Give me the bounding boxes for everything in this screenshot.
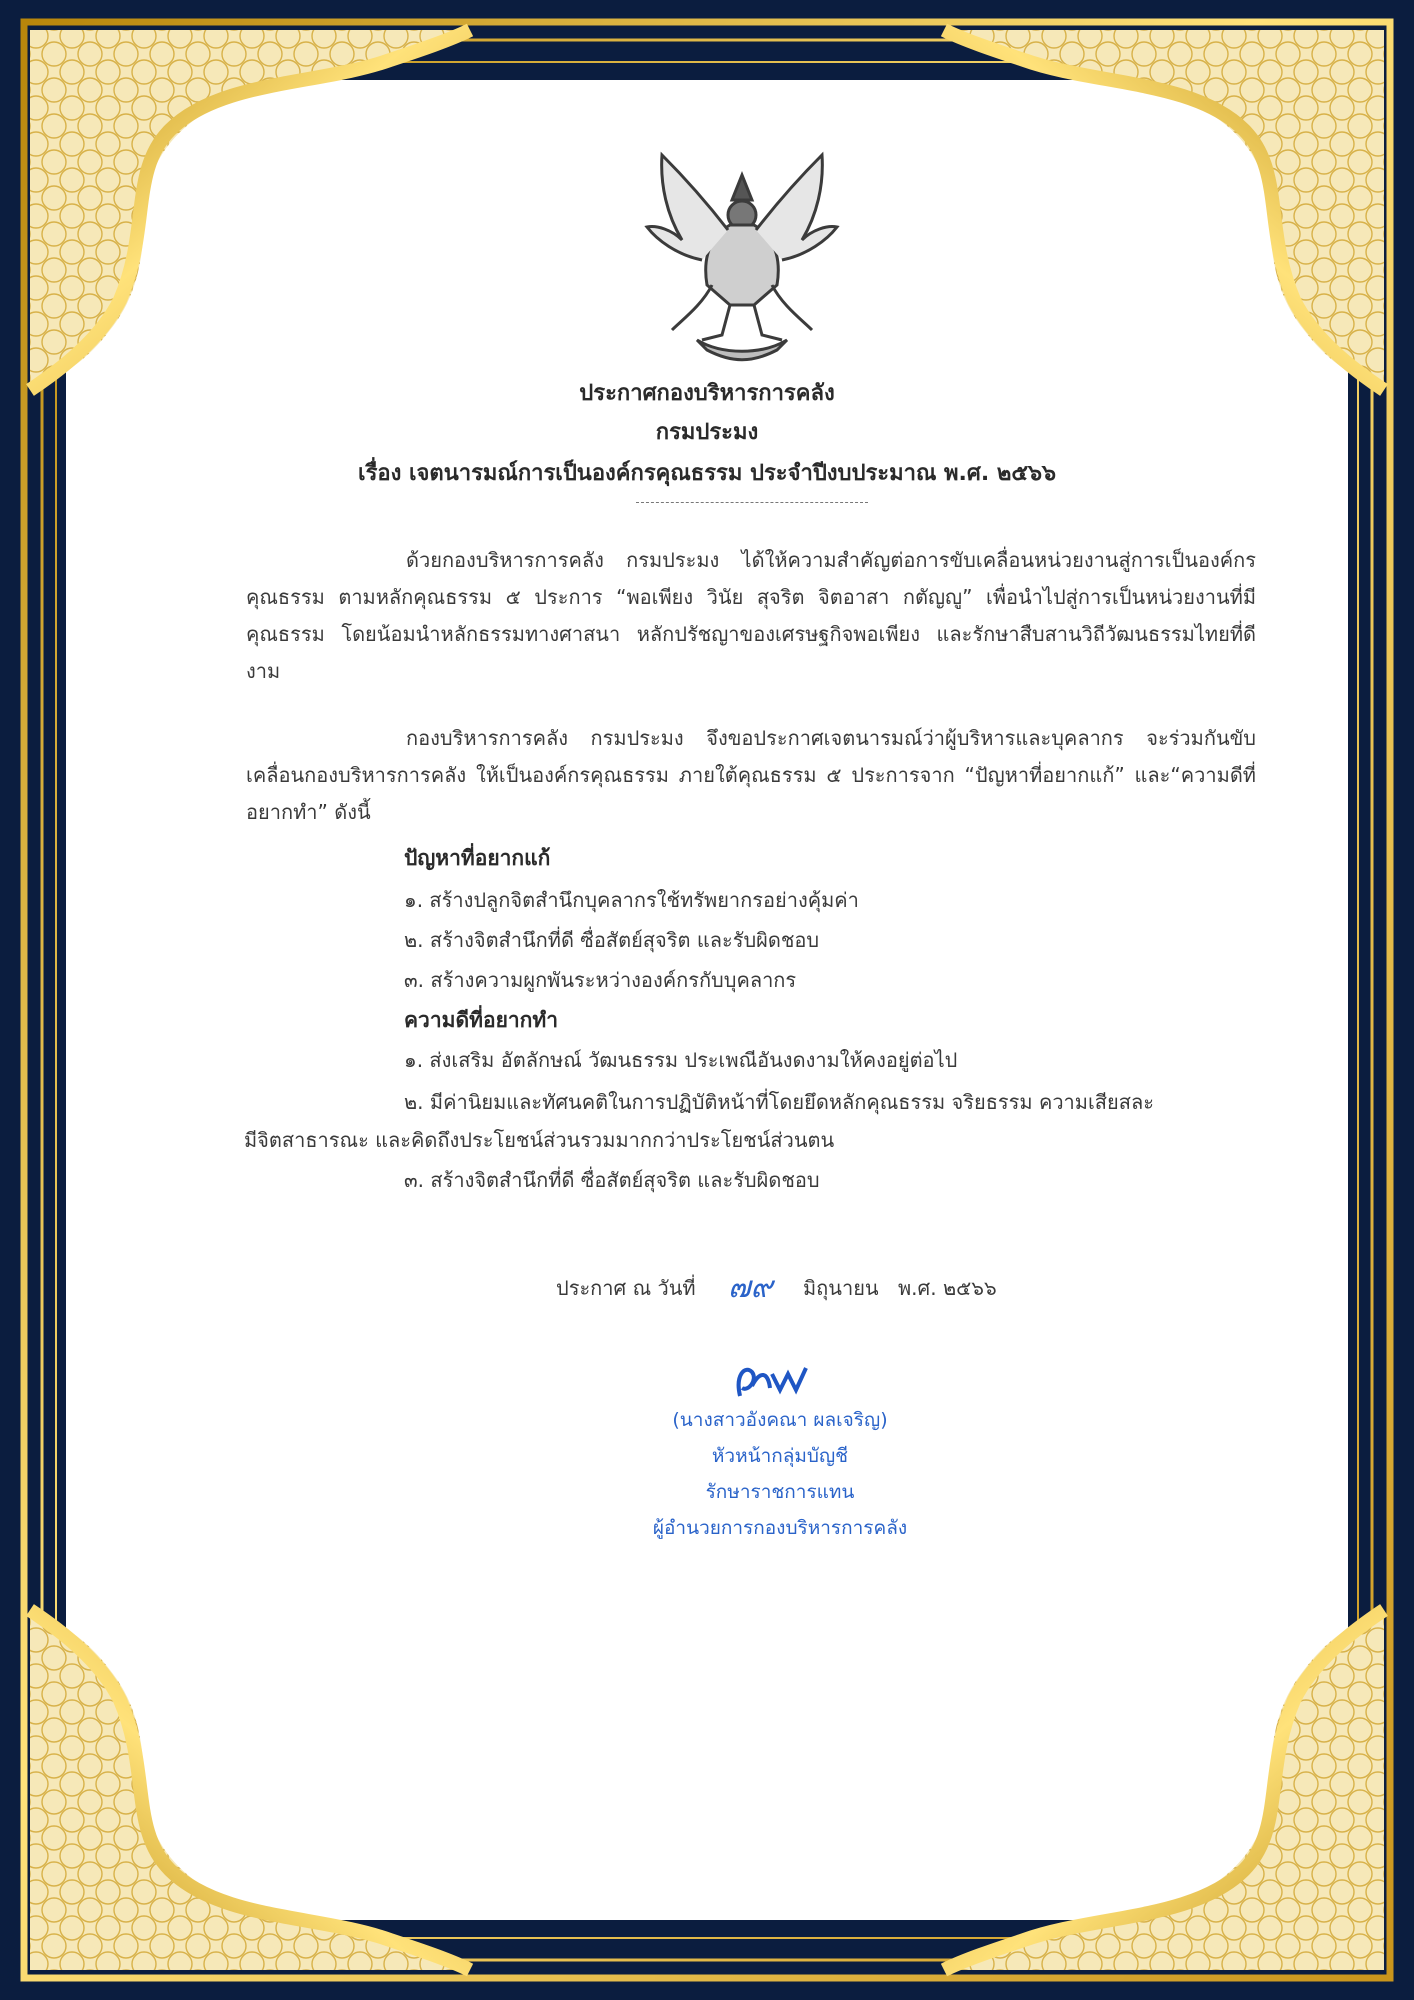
goods-title: ความดีที่อยากทำ (404, 1008, 559, 1032)
divider (636, 502, 868, 503)
good-item: ๓. สร้างจิตสำนึกที่ดี ซื่อสัตย์สุจริต และรับผิดชอบ (404, 1168, 820, 1192)
problems-title: ปัญหาที่อยากแก้ (404, 846, 551, 870)
department-heading: กรมประมง (655, 420, 759, 445)
good-item-continuation: มีจิตสาธารณะ และคิดถึงประโยชน์ส่วนรวมมากกว่าประโยชน์ส่วนตน (244, 1128, 835, 1152)
good-item: ๑. ส่งเสริม อัตลักษณ์ วัฒนธรรม ประเพณีอันงดงามให้คงอยู่ต่อไป (404, 1048, 958, 1072)
signature-block (600, 1400, 960, 1546)
good-item: ๒. มีค่านิยมและทัศนคติในการปฏิบัติหน้าที่โดยยึดหลักคุณธรรม จริยธรรม ความเสียสละ (404, 1090, 1154, 1114)
problem-item: ๒. สร้างจิตสำนึกที่ดี ซื่อสัตย์สุจริต และรับผิดชอบ (404, 928, 820, 952)
signatory-name: (นางสาวอังคณา ผลเจริญ) (672, 1409, 888, 1431)
signatory-position: หัวหน้ากลุ่มบัญชี (711, 1445, 849, 1467)
subject-heading: เรื่อง เจตนารมณ์การเป็นองค์กรคุณธรรม ประจำปีงบประมาณ พ.ศ. ๒๕๖๖ (358, 461, 1056, 486)
problem-item: ๓. สร้างความผูกพันระหว่างองค์กรกับบุคลากร (404, 968, 797, 992)
handwritten-day: ๗๙ (728, 1270, 773, 1305)
problem-item: ๑. สร้างปลูกจิตสำนึกบุคลากรใช้ทรัพยากรอย่างคุ้มค่า (404, 888, 859, 912)
paragraph-declaration: กองบริหารการคลัง กรมประมง จึงขอประกาศเจตนารมณ์ว่าผู้บริหารและบุคลากร จะร่วมกันขับเคลื่อนกองบริหารการคลัง ให้เป็นองค์กรคุณธรรม ภายใต้คุณธรรม ๕ ประการจาก “ปัญหาที่อยากแก้” และ“ความดีที่อยากทำ” ดังนี้ (246, 726, 1256, 824)
paragraph-intro: ด้วยกองบริหารการคลัง กรมประมง ได้ให้ความสำคัญต่อการขับเคลื่อนหน่วยงานสู่การเป็นองค์กรคุณธรรม ตามหลักคุณธรรม ๕ ประการ “พอเพียง วินัย สุจริต จิตอาสา กตัญญู” เพื่อนำไปสู่การเป็นหน่วยงานที่มีคุณธรรม โดยน้อมนำหลักธรรมทางศาสนา หลักปรัชญาของเศรษฐกิจพอเพียง และรักษาสืบสานวิถีวัฒนธรรมไทยที่ดีงาม (246, 548, 1256, 683)
agency-heading: ประกาศกองบริหารการคลัง (579, 381, 835, 406)
signatory-acting: รักษาราชการแทน (705, 1481, 855, 1503)
signatory-office: ผู้อำนวยการกองบริหารการคลัง (652, 1517, 908, 1539)
announcement-document: ประกาศกองบริหารการคลัง กรมประมง เรื่อง เจตนารมณ์การเป็นองค์กรคุณธรรม ประจำปีงบประมาณ พ.ศ. ๒๕๖๖ ด้วยกองบริหารการคลัง กรมประมง ได้ให้ความสำคัญต่อการขับเคลื่อนหน่วยงานสู่การเป็นองค์กรคุณธรรม ตามหลักคุณธรรม ๕ ประการ “พอเพียง วินัย สุจริต จิตอาสา กตัญญู” เพื่อนำไปสู่การเป็นหน่วยงานที่มีคุณธรรม โดยน้อมนำหลักธรรมทางศาสนา หลักปรัชญาของเศรษฐกิจพอเพียง และรักษาสืบสานวิถีวัฒนธรรมไทยที่ดีงาม กองบริหารการคลัง กรมประมง จึงขอประกาศเจตนารมณ์ว่าผู้บริหารและบุคลากร จะร่วมกันขับเคลื่อนกองบริหารการคลัง ให้เป็นองค์กรคุณธรรม ภายใต้คุณธรรม ๕ ประการจาก “ปัญหาที่อยากแก้” และ“ความดีที่อยากทำ” ดังนี้ ปัญหาที่อยากแก้ ๑. สร้างปลูกจิตสำนึกบุคลากรใช้ทรัพยากรอย่างคุ้มค่า ๒. สร้างจิตสำนึกที่ดี ซื่อสัตย์สุจริต และรับผิดชอบ ๓. สร้างความผูกพันระหว่างองค์กรกับบุคลากร ความดีที่อยากทำ ๑. ส่งเสริม อัตลักษณ์ วัฒนธรรม ประเพณีอันงดงามให้คงอยู่ต่อไป ๒. มีค่านิยมและทัศนคติในการปฏิบัติหน้าที่โดยยึดหลักคุณธรรม จริยธรรม ความเสียสละ มีจิตสาธารณะ และคิดถึงประโยชน์ส่วนรวมมากกว่าประโยชน์ส่วนตน ๓. สร้างจิตสำนึกที่ดี ซื่อสัตย์สุจริต และรับผิดชอบ ประกาศ ณ วันที่ ๗๙ มิถุนายน พ.ศ. ๒๕๖๖ (นางสาวอังคณา ผลเจริญ) หัวหน้ากลุ่มบัญชี รักษาราชการแทน ผู้อำนวยการกองบริหารการคลัง (0, 0, 1414, 2000)
